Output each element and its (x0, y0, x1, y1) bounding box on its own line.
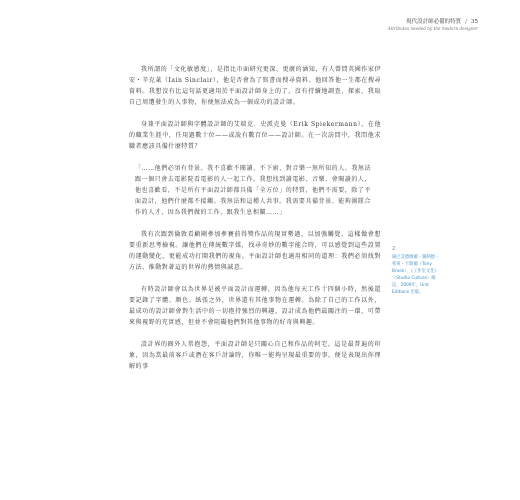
chapter-title-english: Attributes needed by the modern designer (387, 26, 478, 31)
paragraph-4: 我有次跟到倫敦看顧剛參加參賽前得獎作品的現實勢過，以加強觸覺，這樣做會想要重新思考檢視。讓他們在傳統數字媒，找尋奇妙的數字能合時，可以感覺到這些設置的運動變化，更能成功打開我們的視角。平面設計師也適用相同的道理：我們必須找對方法，推動對著這的世界的熱情與誠意。 (129, 231, 381, 271)
page-number: 35 (471, 19, 478, 25)
paragraph-1: 我所謂的「文化敏感度」，是指比市面研究更深、更廣的涵知，有人曾問英國作家伊安・辛克萊（Iain Sinclair），他是否會為了寫書而搜尋資料。他回答他一生都在搜尋資料。我想沒有比這句話更適用於平面設計師身上的了，沒有持續地調查、探索，我取自己周遭發生的人事物，你便無法成為一個成功的設計師。 (129, 66, 381, 106)
footnote-sidenote (392, 246, 440, 296)
header-separator: / (465, 19, 467, 25)
chapter-title: 現代設計師必備的特質 (406, 19, 462, 25)
header-line (388, 18, 478, 26)
paragraph-2: 身兼平面設計師與字體設計師的艾瑞克．史派克曼（Erik Spiekermann），在他的職業生涯中，任用過數十位——或說有數百位——設計師。在一次訪問中，我問他求職者應該具備什麼特質？ (129, 121, 381, 150)
footnote-number: 2 (392, 246, 396, 252)
body-text-column (129, 64, 381, 383)
paragraph-5: 有時設計師會以為世界是被平面設計而運轉，因為他每天工作十四個小時，然後還要記錄了字體、顏色、紙張之外，世界還有其他事物在運轉。為除了自己的工作以外，最成功的設計師會對生活中的一切抱持強烈的興趣，設計成為他們最關注的一環，可帶來與視野的充實感，但並不會阻礙他們對其他事物的好奇與興趣。 (129, 286, 381, 326)
footnote-text: 倫巴艾德維爾・羅納德・弗萊・卡斯爾（Tony Brook），《工作室文化》（Studio Culture）繪這，2009年，Unit Editions 出版。 (392, 255, 440, 295)
paragraph-6: 設計界的圈外人常抱怨，平面設計師是只關心自己和作品的阿宅。這是最普遍的印象，因為當最前客戶或潛在客戶討論時，你唯一能夠呈現最重要的事，便是表現出你理解的事 (129, 341, 381, 370)
quotation-paragraph: 「……他們必須有背景。我不喜歡不閱讀、不下廚，對音樂一無所知的人。我無法跟一個只會去電影院看電影的人一起工作。我想找到讀電影、音樂、會閱讀的人，他也喜歡看，不是所有平面設計師都具備「全方位」的特質，他們不需要，除了平面設計，他們什麼都不接觸。我無法和這種人共事。我需要具備背景、能夠團隊合作的人才，因為我們做的工作，跟我生息相關……」 (135, 165, 371, 216)
running-header (388, 18, 478, 32)
